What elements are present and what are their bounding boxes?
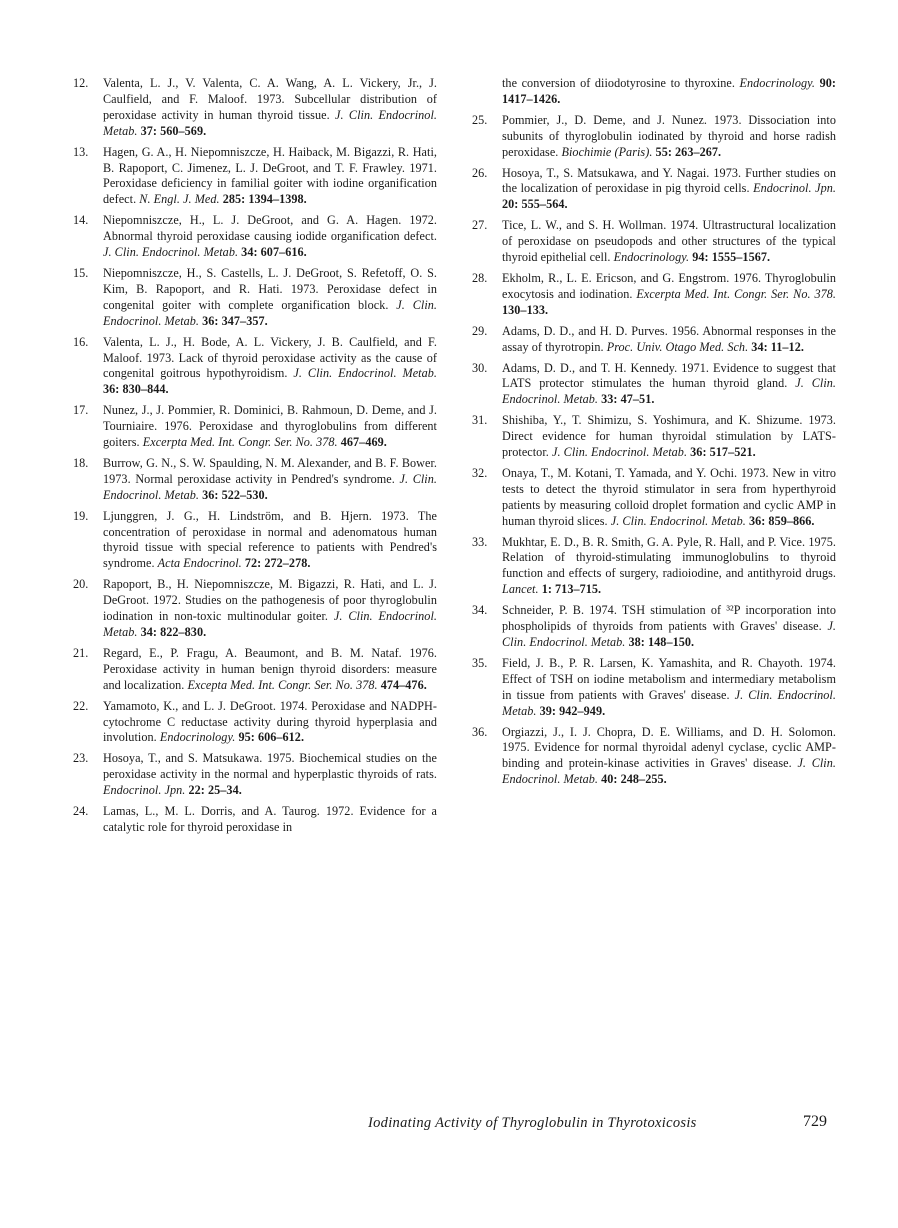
reference-journal: Endocrinology. bbox=[613, 250, 690, 265]
reference-number: 32. bbox=[472, 465, 488, 480]
reference-column-left bbox=[73, 76, 437, 841]
reference-text: Onaya, T., M. Kotani, T. Yamada, and Y. Ochi. 1973. New in vitro tests to detect the thyroid stimulator in sera from hyperthyroid patients by measuring colloid droplet formation and cyclic AMP in human thyroid slices. bbox=[502, 465, 836, 528]
reference-number: 35. bbox=[472, 655, 488, 670]
reference-item bbox=[472, 361, 836, 409]
reference-item bbox=[73, 456, 437, 504]
reference-number: 21. bbox=[73, 645, 89, 660]
reference-text: Orgiazzi, J., I. J. Chopra, D. E. Williams, and D. H. Solomon. 1975. Evidence for normal thyroidal adenyl cyclase, cyclic AMP-binding and protein-kinase activities in Graves' disease. bbox=[502, 724, 836, 771]
reference-item bbox=[73, 699, 437, 747]
reference-item bbox=[472, 271, 836, 319]
reference-item bbox=[472, 535, 836, 599]
reference-volume-pages: 36: 859–866. bbox=[748, 513, 815, 528]
reference-text: Regard, E., P. Fragu, A. Beaumont, and B. M. Nataf. 1976. Peroxidase activity in human benign thyroid disorders: measure and localization. bbox=[103, 645, 437, 692]
reference-text: Lamas, L., M. L. Dorris, and A. Taurog. 1972. Evidence for a catalytic role for thyroid peroxidase in bbox=[103, 804, 437, 834]
reference-text: Nunez, J., J. Pommier, R. Dominici, B. Rahmoun, D. Deme, and J. Tourniaire. 1976. Peroxidase and thyroglobulins from different goiters. bbox=[103, 403, 437, 450]
reference-number: 34. bbox=[472, 603, 488, 618]
reference-text: Schneider, P. B. 1974. TSH stimulation of ³²P incorporation into phospholipids of thyroids from patients with Graves' disease. bbox=[502, 603, 836, 634]
reference-item bbox=[73, 751, 437, 799]
reference-item bbox=[73, 403, 437, 451]
reference-volume-pages: 33: 47–51. bbox=[601, 392, 655, 407]
reference-volume-pages: 34: 607–616. bbox=[241, 245, 307, 260]
reference-item bbox=[73, 335, 437, 399]
reference-number: 16. bbox=[73, 334, 89, 349]
reference-volume-pages: 55: 263–267. bbox=[655, 144, 722, 159]
reference-number: 22. bbox=[73, 698, 89, 713]
reference-text: Yamamoto, K., and L. J. DeGroot. 1974. Peroxidase and NADPH-cytochrome C reductase activity during thyroid hyperplasia and involution. bbox=[103, 698, 437, 745]
reference-number: 12. bbox=[73, 76, 89, 90]
reference-item bbox=[73, 145, 437, 209]
reference-text: Tice, L. W., and S. H. Wollman. 1974. Ultrastructural localization of peroxidase on pseudopods and other structures of the typical thyroid epithelial cell. bbox=[502, 218, 836, 265]
reference-volume-pages: 474–476. bbox=[380, 677, 427, 692]
reference-text: Niepomniszcze, H., S. Castells, L. J. DeGroot, S. Refetoff, O. S. Kim, B. Rapoport, and R. Hati. 1973. Peroxidase defect in congenital goiter with complete organification block. bbox=[103, 265, 437, 312]
reference-text: Niepomniszcze, H., L. J. DeGroot, and G. A. Hagen. 1972. Abnormal thyroid peroxidase causing iodide organification defect. bbox=[103, 213, 437, 244]
page-number: 729 bbox=[803, 1113, 827, 1130]
reference-text: Burrow, G. N., S. W. Spaulding, N. M. Alexander, and B. F. Bower. 1973. Normal peroxidase activity in Pendred's syndrome. bbox=[103, 455, 437, 486]
reference-journal: J. Clin. Endocrinol. Metab. bbox=[293, 366, 437, 381]
reference-journal: Endocrinol. Jpn. bbox=[753, 181, 836, 196]
reference-journal: Proc. Univ. Otago Med. Sch. bbox=[606, 339, 749, 354]
reference-item bbox=[472, 218, 836, 266]
reference-number: 36. bbox=[472, 724, 488, 739]
reference-number: 25. bbox=[472, 112, 488, 127]
reference-item bbox=[472, 113, 836, 161]
reference-text: Rapoport, B., H. Niepomniszcze, M. Bigazzi, R. Hati, and L. J. DeGroot. 1972. Studies on the pathogenesis of poor thyroglobulin iodination in non-toxic multinodular goiter. bbox=[103, 577, 437, 624]
reference-volume-pages: 467–469. bbox=[340, 435, 387, 450]
reference-text: the conversion of diiodotyrosine to thyroxine. bbox=[502, 76, 735, 90]
reference-volume-pages: 22: 25–34. bbox=[188, 783, 242, 798]
reference-text: Hosoya, T., and S. Matsukawa. 1975. Biochemical studies on the peroxidase activity in the normal and hyperplastic thyroids of rats. bbox=[103, 751, 437, 782]
reference-text: Valenta, L. J., V. Valenta, C. A. Wang, A. L. Vickery, Jr., J. Caulfield, and F. Maloof. 1973. Subcellular distribution of peroxidase activity in human thyroid tissue. bbox=[103, 76, 437, 122]
reference-volume-pages: 36: 522–530. bbox=[202, 487, 268, 502]
reference-journal: J. Clin. Endocrinol. Metab. bbox=[551, 445, 688, 460]
reference-number: 23. bbox=[73, 751, 89, 766]
reference-volume-pages: 36: 517–521. bbox=[690, 445, 756, 460]
reference-number: 19. bbox=[73, 508, 89, 523]
reference-volume-pages: 34: 822–830. bbox=[140, 625, 207, 639]
reference-journal: Endocrinol. Jpn. bbox=[103, 783, 186, 798]
reference-item bbox=[472, 603, 836, 651]
reference-text: Ekholm, R., L. E. Ericson, and G. Engstrom. 1976. Thyroglobulin exocytosis and iodination. bbox=[502, 270, 836, 301]
reference-journal: Biochimie (Paris). bbox=[561, 144, 653, 159]
reference-volume-pages: 94: 1555–1567. bbox=[692, 250, 771, 265]
reference-number: 28. bbox=[472, 270, 488, 285]
reference-number: 18. bbox=[73, 455, 89, 470]
reference-number: 13. bbox=[73, 144, 89, 159]
reference-number: 27. bbox=[472, 218, 488, 233]
reference-volume-pages: 36: 830–844. bbox=[103, 382, 169, 397]
reference-journal: J. Clin. Endocrinol. Metab. bbox=[103, 107, 437, 138]
reference-journal: J. Clin. Endocrinol. Metab. bbox=[610, 513, 746, 528]
reference-text: Adams, D. D., and T. H. Kennedy. 1971. Evidence to suggest that LATS protector stimulates the human thyroid gland. bbox=[502, 360, 836, 391]
reference-item bbox=[472, 725, 836, 789]
reference-journal: J. Clin. Endocrinol. Metab. bbox=[502, 756, 836, 787]
reference-text: Mukhtar, E. D., B. R. Smith, G. A. Pyle, R. Hall, and P. Vice. 1975. Relation of thyroid-stimulating immunoglobulins to thyroid function and effects of surgery, radioiodine, and antithyroid drugs. bbox=[502, 534, 836, 581]
reference-volume-pages: 38: 148–150. bbox=[628, 635, 695, 649]
reference-volume-pages: 34: 11–12. bbox=[751, 339, 804, 354]
reference-journal: J. Clin. Endocrinol. Metab. bbox=[103, 609, 437, 639]
reference-text: Hagen, G. A., H. Niepomniszcze, H. Haiback, M. Bigazzi, R. Hati, B. Rapoport, C. Jimenez, L. J. DeGroot, and T. F. Frawley. 1971. Peroxidase deficiency in familial goiter with iodine organification defect. bbox=[103, 144, 437, 207]
reference-volume-pages: 285: 1394–1398. bbox=[222, 192, 307, 207]
reference-item bbox=[472, 656, 836, 720]
reference-volume-pages: 90: 1417–1426. bbox=[502, 76, 836, 106]
reference-number: 30. bbox=[472, 360, 488, 375]
reference-journal: J. Clin. Endocrinol. Metab. bbox=[502, 619, 836, 649]
running-footer-title: Iodinating Activity of Thyroglobulin in Thyrotoxicosis bbox=[368, 1115, 697, 1131]
reference-item bbox=[73, 509, 437, 573]
reference-text: Valenta, L. J., H. Bode, A. L. Vickery, J. B. Caulfield, and F. Maloof. 1973. Lack of thyroid peroxidase activity as the cause of congenital goitrous hypothyroidism. bbox=[103, 334, 437, 381]
reference-volume-pages: 36: 347–357. bbox=[202, 313, 268, 328]
reference-item bbox=[472, 324, 836, 356]
reference-volume-pages: 130–133. bbox=[502, 302, 549, 317]
reference-journal: J. Clin. Endocrinol. Metab. bbox=[103, 297, 437, 328]
reference-column-right bbox=[472, 76, 836, 793]
reference-journal: J. Clin. Endocrinol. Metab. bbox=[103, 245, 239, 260]
reference-text: Field, J. B., P. R. Larsen, K. Yamashita, and R. Chayoth. 1974. Effect of TSH on iodine metabolism and intermediary metabolism in tissue from patients with Graves' disease. bbox=[502, 655, 836, 702]
reference-item bbox=[73, 804, 437, 836]
reference-item bbox=[73, 76, 437, 140]
reference-text: Adams, D. D., and H. D. Purves. 1956. Abnormal responses in the assay of thyrotropin. bbox=[502, 323, 836, 354]
reference-journal: Lancet. bbox=[502, 582, 539, 597]
reference-journal: Excerpta Med. Int. Congr. Ser. No. 378. bbox=[636, 286, 836, 301]
reference-number: 14. bbox=[73, 213, 89, 228]
reference-text: Hosoya, T., S. Matsukawa, and Y. Nagai. 1973. Further studies on the localization of peroxidase in pig thyroid cells. bbox=[502, 165, 836, 196]
reference-volume-pages: 95: 606–612. bbox=[238, 730, 305, 745]
reference-number: 33. bbox=[472, 534, 488, 549]
reference-item bbox=[73, 266, 437, 330]
reference-item bbox=[472, 76, 836, 108]
reference-volume-pages: 1: 713–715. bbox=[541, 582, 602, 597]
reference-journal: Excerpta Med. Int. Congr. Ser. No. 378. bbox=[142, 435, 338, 450]
reference-journal: J. Clin. Endocrinol. Metab. bbox=[502, 687, 836, 718]
reference-number: 17. bbox=[73, 403, 89, 418]
reference-item bbox=[73, 213, 437, 261]
reference-volume-pages: 40: 248–255. bbox=[601, 772, 667, 787]
reference-number: 15. bbox=[73, 265, 89, 280]
reference-item bbox=[472, 166, 836, 214]
reference-volume-pages: 72: 272–278. bbox=[244, 556, 311, 571]
reference-item bbox=[73, 577, 437, 641]
reference-number: 24. bbox=[73, 804, 89, 819]
reference-item bbox=[472, 466, 836, 530]
reference-journal: Endocrinology. bbox=[159, 730, 236, 745]
reference-number: 29. bbox=[472, 323, 488, 338]
reference-journal: J. Clin. Endocrinol. Metab. bbox=[502, 376, 836, 407]
reference-journal: N. Engl. J. Med. bbox=[139, 192, 220, 207]
reference-number: 31. bbox=[472, 413, 488, 428]
reference-volume-pages: 20: 555–564. bbox=[502, 197, 568, 212]
reference-text: Ljunggren, J. G., H. Lindström, and B. Hjern. 1973. The concentration of peroxidase in normal and adenomatous human thyroid tissue with special reference to patients with Pendred's syndrome. bbox=[103, 508, 437, 571]
reference-text: Shishiba, Y., T. Shimizu, S. Yoshimura, and K. Shizume. 1973. Direct evidence for human thyroidal stimulation by LATS-protector. bbox=[502, 413, 836, 460]
reference-volume-pages: 37: 560–569. bbox=[140, 123, 207, 138]
reference-journal: Excepta Med. Int. Congr. Ser. No. 378. bbox=[187, 677, 378, 692]
reference-text: Pommier, J., D. Deme, and J. Nunez. 1973. Dissociation into subunits of thyroglobulin iodinated by thyroid and horse radish peroxidase. bbox=[502, 112, 836, 159]
reference-journal: Endocrinology. bbox=[739, 76, 816, 90]
reference-journal: J. Clin. Endocrinol. Metab. bbox=[103, 471, 437, 502]
reference-journal: Acta Endocrinol. bbox=[157, 556, 242, 571]
reference-volume-pages: 39: 942–949. bbox=[539, 703, 606, 718]
reference-item bbox=[472, 413, 836, 461]
reference-item bbox=[73, 646, 437, 694]
reference-number: 20. bbox=[73, 577, 89, 592]
reference-number: 26. bbox=[472, 165, 488, 180]
